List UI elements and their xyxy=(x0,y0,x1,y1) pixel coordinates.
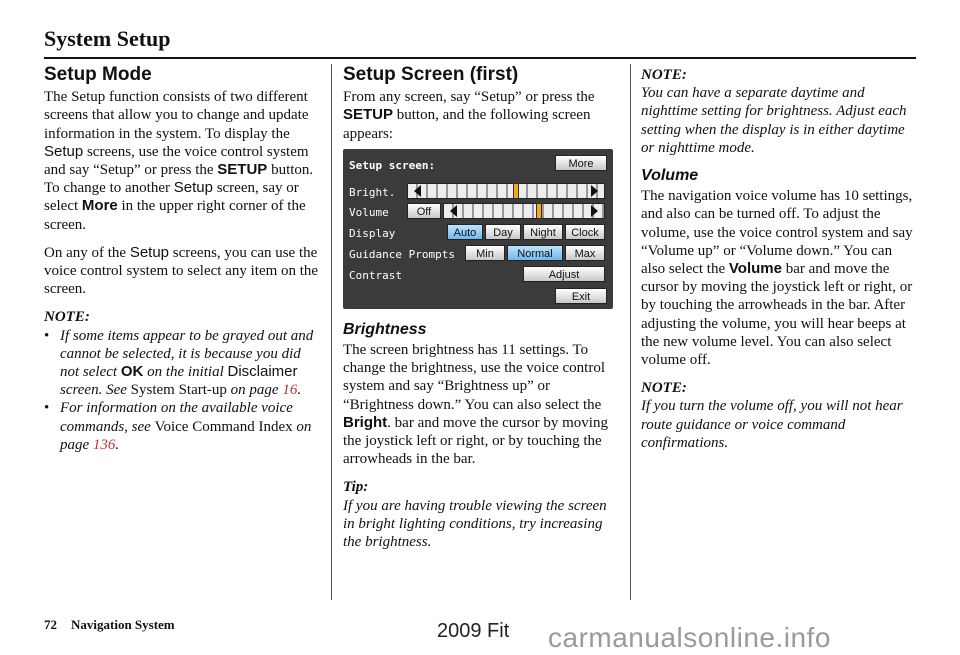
text: . xyxy=(297,382,302,399)
page-title: System Setup xyxy=(44,26,171,51)
text: The screen brightness has 11 settings. To change the brightness, use the voice control system and say “Brightness up” or “Brightness down.” You can also select the xyxy=(343,342,606,413)
prompts-max-button[interactable]: Max xyxy=(565,245,605,261)
column-volume xyxy=(641,66,917,452)
site-watermark: carmanualsonline.info xyxy=(548,622,831,653)
prompts-normal-button[interactable]: Normal xyxy=(507,245,563,261)
brightness-heading: Brightness xyxy=(343,320,427,338)
volume-cursor[interactable] xyxy=(536,203,542,219)
display-night-button[interactable]: Night xyxy=(523,224,563,240)
setup-button-term: SETUP xyxy=(343,106,394,124)
brightness-bar[interactable] xyxy=(407,183,605,199)
text: On any of the xyxy=(44,244,130,261)
header-rule xyxy=(44,57,916,59)
tip-text: If you are having trouble viewing the screen in bright lighting conditions, try increasing the brightness. xyxy=(343,497,607,551)
text: screen. See xyxy=(60,382,131,399)
setup-screen-intro xyxy=(343,88,619,143)
text: The Setup function consists of two different screens that allow you to change and update information in the system. To display the xyxy=(44,89,309,142)
text: bar and move the cursor by moving the joystick left or right, or by touching the arrowheads in the bar. After adjusting the volume, you will hear beeps at the new volume level. You can also select volume off. xyxy=(641,261,913,369)
setup-button-term: SETUP xyxy=(217,161,268,179)
footer-section: Navigation System xyxy=(71,617,175,632)
contrast-label: Contrast xyxy=(349,268,402,282)
volume-term: Volume xyxy=(728,260,782,278)
setup-term: Setup xyxy=(129,243,170,261)
text: on page xyxy=(60,418,312,453)
disclaimer-term: Disclaimer xyxy=(227,363,298,381)
more-button[interactable]: More xyxy=(555,155,607,171)
display-clock-button[interactable]: Clock xyxy=(565,224,605,240)
column-divider xyxy=(331,64,332,600)
column-setup-screen xyxy=(343,66,619,551)
setup-screen-image xyxy=(343,149,613,309)
setup-voice-paragraph xyxy=(44,244,320,299)
volume-off-button[interactable]: Off xyxy=(407,203,441,219)
tip-label: Tip: xyxy=(343,479,369,496)
brightness-paragraph xyxy=(343,341,619,468)
volume-label: Volume xyxy=(349,205,389,219)
exit-button[interactable]: Exit xyxy=(555,288,607,304)
text: button, and the following screen appears: xyxy=(343,107,591,142)
text: on the initial xyxy=(143,364,228,381)
display-auto-button[interactable]: Auto xyxy=(447,224,483,240)
prompts-min-button[interactable]: Min xyxy=(465,245,505,261)
setup-mode-paragraph xyxy=(44,88,320,234)
page-link[interactable]: 136 xyxy=(92,436,116,453)
contrast-row xyxy=(347,266,507,282)
text: screens, use the voice control system and say “Setup” or press the xyxy=(44,143,309,179)
text: in the upper right corner of the screen. xyxy=(44,198,306,233)
setup-mode-heading: Setup Mode xyxy=(44,64,152,85)
text: button. To change to another xyxy=(44,162,314,197)
section-reference: Voice Command Index xyxy=(154,418,293,435)
arrow-left-icon[interactable] xyxy=(414,185,421,197)
arrow-right-icon[interactable] xyxy=(591,185,598,197)
display-day-button[interactable]: Day xyxy=(485,224,521,240)
note-label: NOTE: xyxy=(641,67,687,83)
setup-screen-heading: Setup Screen (first) xyxy=(343,64,519,85)
text: on page xyxy=(226,382,283,399)
text: The navigation voice volume has 10 settings, and also can be turned off. To adjust the volume, use the voice control system and say “Volume up” or “Volume down.” You can also select the xyxy=(641,188,913,278)
text: screen, say or select xyxy=(44,180,299,215)
text: . xyxy=(115,436,120,453)
volume-bar[interactable] xyxy=(443,203,605,219)
volume-heading: Volume xyxy=(641,167,699,185)
text: For information on the available voice commands, see xyxy=(60,400,293,435)
model-watermark: 2009 Fit xyxy=(437,620,510,642)
note-item xyxy=(44,399,320,454)
page-link[interactable]: 16 xyxy=(282,382,298,399)
screen-title: Setup screen: xyxy=(349,158,436,172)
arrow-right-icon[interactable] xyxy=(591,205,598,217)
ok-term: OK xyxy=(120,363,144,381)
bright-label: Bright. xyxy=(349,185,396,199)
column-divider xyxy=(630,64,631,600)
brightness-cursor[interactable] xyxy=(513,183,519,199)
note-label: NOTE: xyxy=(641,380,687,397)
arrow-left-icon[interactable] xyxy=(450,205,457,217)
display-row xyxy=(347,224,507,240)
guidance-prompts-label: Guidance Prompts xyxy=(349,247,455,261)
text: From any screen, say “Setup” or press the xyxy=(343,89,595,106)
text: If some items appear to be grayed out and cannot be selected, it is because you did not select xyxy=(60,327,314,381)
column-setup-mode xyxy=(44,66,320,454)
note-text: You can have a separate daytime and nighttime setting for brightness. Adjust each setting when the display is in either daytime or nighttime mode. xyxy=(641,85,907,156)
page-number: 72 xyxy=(44,617,57,632)
text: . bar and move the cursor by moving the joystick left or right, or by touching the arrowheads in the bar. xyxy=(343,414,608,468)
setup-term: Setup xyxy=(44,142,84,160)
display-label: Display xyxy=(349,226,396,240)
bright-term: Bright xyxy=(343,413,388,431)
volume-paragraph xyxy=(641,187,917,369)
more-term: More xyxy=(81,197,118,215)
contrast-adjust-button[interactable]: Adjust xyxy=(523,266,605,282)
note-list xyxy=(44,327,320,454)
note-text: If you turn the volume off, you will not hear route guidance or voice command confirmations. xyxy=(641,398,903,451)
section-reference: System Start-up xyxy=(130,382,227,399)
text: screens, you can use the voice control system to select any item on the screen. xyxy=(44,244,319,298)
note-item xyxy=(44,327,320,400)
page-footer xyxy=(44,617,175,633)
setup-term: Setup xyxy=(173,179,213,197)
note-label: NOTE: xyxy=(44,309,90,326)
